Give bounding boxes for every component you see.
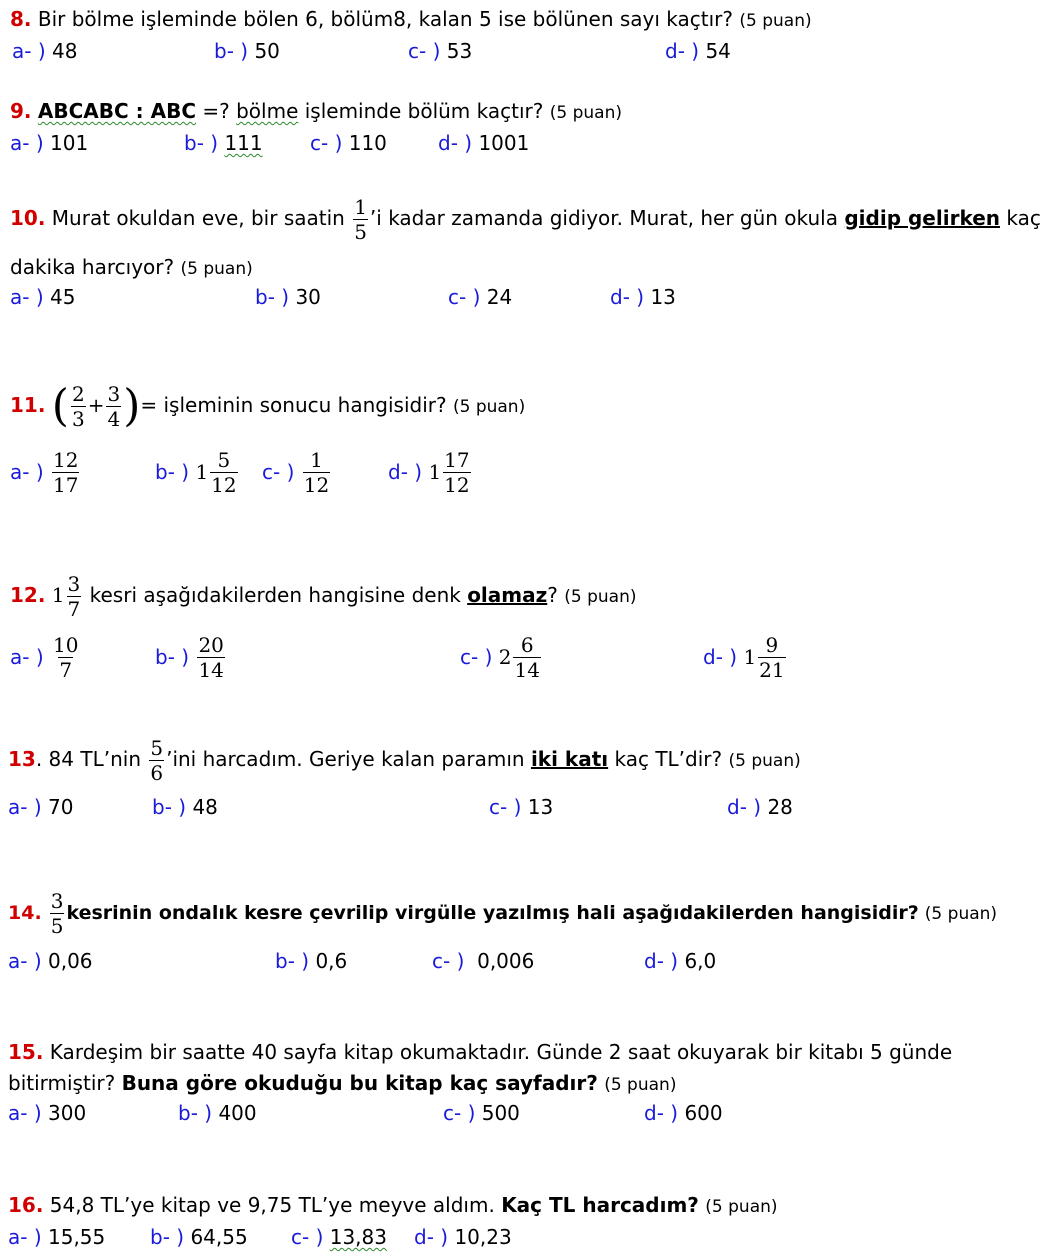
question-text: . 84 TL’nin [35,747,141,771]
option-value: 110 [348,131,387,155]
question-number: 15. [8,1040,44,1064]
option-b[interactable] [150,1225,248,1249]
option-label: c- ) [489,795,522,819]
whole-part: 2 [498,645,512,669]
option-label: a- ) [10,645,44,669]
option-label: d- ) [703,645,738,669]
option-value: 24 [486,285,513,309]
question-text: ’i kadar zamanda gidiyor. Murat, her gün okula [369,206,838,230]
option-c[interactable] [432,949,534,973]
option-b[interactable] [178,1101,257,1125]
option-value: 13 [527,795,554,819]
fraction: $\frac{3}{5}$ [50,889,64,938]
option-label: b- ) [178,1101,213,1125]
question-emphasis: Buna göre okuduğu bu kitap kaç sayfadır? [121,1071,598,1095]
question-number: 8. [10,7,32,31]
question-10 [10,192,1041,244]
option-b[interactable] [155,447,240,497]
question-number: 10. [10,206,46,230]
whole-part: 1 [743,645,757,669]
question-emphasis: olamaz [467,583,548,607]
question-15 [8,1040,952,1064]
question-text: ? [547,583,558,607]
question-10-line2 [10,255,253,281]
option-label: a- ) [8,1225,42,1249]
option-c[interactable] [489,795,553,819]
question-text: bölme [236,99,299,123]
fraction: $\frac{10}{7}$ [53,632,79,682]
option-value: 101 [50,131,89,155]
whole-part: 1 [428,460,442,484]
option-value: 13 [650,285,676,309]
question-number: 14. [8,902,42,924]
option-label: c- ) [291,1225,324,1249]
option-label: d- ) [414,1225,449,1249]
points: (5 puan) [549,103,622,123]
option-label: d- ) [388,460,423,484]
option-a[interactable] [8,795,73,819]
paren-close: ) [123,380,141,432]
option-label: d- ) [644,1101,679,1125]
question-text: 54,8 TL’ye kitap ve 9,75 TL’ye meyve aldım. [49,1193,495,1217]
fraction: $\frac{3}{4}$ [107,382,121,431]
question-text: dakika harcıyor? [10,255,175,279]
option-b[interactable] [214,39,280,63]
option-value: 53 [446,39,473,63]
question-text: Kardeşim bir saatte 40 sayfa kitap okumaktadır. Günde 2 saat okuyarak bir kitabı 5 günde [49,1040,953,1064]
fraction: $\frac{1}{5}$ [354,195,367,244]
question-text: kaç [1006,206,1041,230]
option-d[interactable] [644,949,716,973]
option-label: c- ) [408,39,441,63]
whole-part: 1 [195,460,209,484]
option-b[interactable] [152,795,218,819]
question-number: 13 [8,747,36,771]
option-value: 6,0 [684,949,717,973]
option-a[interactable] [10,285,75,309]
whole-part: 1 [51,583,65,607]
question-emphasis: iki katı [530,747,609,771]
option-b[interactable] [155,632,227,682]
option-label: b- ) [184,131,219,155]
fraction: $\frac{12}{17}$ [53,447,79,497]
option-d[interactable] [414,1225,512,1249]
option-value: 0,006 [477,949,535,973]
paren-open: ( [51,380,69,432]
option-label: b- ) [155,645,190,669]
question-emphasis: Kaç TL harcadım? [501,1193,699,1217]
option-label: b- ) [255,285,290,309]
option-label: c- ) [432,949,465,973]
points: (5 puan) [604,1075,677,1095]
fraction: $\frac{2}{3}$ [71,382,85,431]
option-label: b- ) [152,795,187,819]
question-number: 12. [10,583,46,607]
option-c[interactable] [443,1101,520,1125]
option-label: d- ) [727,795,762,819]
option-a[interactable] [10,131,88,155]
option-label: b- ) [155,460,190,484]
option-label: a- ) [10,285,44,309]
option-label: d- ) [610,285,645,309]
fraction: $\frac{20}{14}$ [198,632,224,682]
option-value: 28 [767,795,793,819]
option-a[interactable] [12,39,77,63]
fraction: $\frac{5}{12}$ [211,447,237,497]
option-value: 10,23 [454,1225,512,1249]
question-expression: ABCABC : ABC [37,99,196,123]
option-d[interactable] [388,447,473,497]
option-a[interactable] [8,1101,86,1125]
option-label: a- ) [8,795,42,819]
option-label: d- ) [644,949,679,973]
points: (5 puan) [728,751,801,771]
points: (5 puan) [452,397,526,417]
option-c[interactable] [460,632,543,682]
option-value: 70 [48,795,74,819]
fraction: $\frac{3}{7}$ [67,572,81,621]
option-value: 111 [224,131,263,155]
option-value: 30 [295,285,321,309]
option-label: c- ) [443,1101,476,1125]
option-value: 300 [48,1101,87,1125]
option-label: c- ) [310,131,343,155]
option-value: 0,6 [315,949,348,973]
fraction: $\frac{6}{14}$ [514,632,540,682]
question-16 [8,1193,778,1219]
option-label: a- ) [10,131,44,155]
option-label: c- ) [448,285,481,309]
option-d[interactable] [703,632,788,682]
option-value: 13,83 [329,1225,387,1249]
option-value: 1001 [478,131,530,155]
option-d[interactable] [644,1101,723,1125]
option-label: a- ) [10,460,44,484]
option-c[interactable] [310,131,387,155]
question-text: ’ini harcadım. Geriye kalan paramın [166,747,525,771]
option-b[interactable] [184,131,263,155]
points: (5 puan) [564,587,637,607]
option-value: 400 [218,1101,257,1125]
points: (5 puan) [739,11,812,31]
question-emphasis: gidip gelirken [844,206,1001,230]
option-label: c- ) [460,645,493,669]
question-text: Bir bölme işleminde bölen 6, bölüm8, kalan 5 ise bölünen sayı kaçtır? [37,7,734,31]
option-value: 54 [705,39,731,63]
option-a[interactable] [10,632,81,682]
plus-sign: + [87,393,105,417]
option-label: a- ) [8,949,42,973]
question-13 [8,733,801,787]
option-value: 64,55 [190,1225,248,1249]
points: (5 puan) [924,904,998,924]
question-text: bitirmiştir? [8,1071,116,1095]
question-15-line2 [8,1071,676,1097]
option-value: 0,06 [48,949,93,973]
option-c[interactable] [408,39,472,63]
question-text: kesri aşağıdakilerden hangisine denk [89,583,461,607]
question-12 [10,569,637,623]
option-b[interactable] [275,949,347,973]
question-number: 16. [8,1193,44,1217]
option-label: b- ) [275,949,310,973]
option-a[interactable] [10,447,81,497]
question-text: = işleminin sonucu hangisidir? [140,393,447,417]
option-label: b- ) [150,1225,185,1249]
option-value: 48 [192,795,218,819]
question-8 [10,7,812,33]
question-text: =? [202,99,230,123]
question-text: işleminde bölüm kaçtır? [304,99,544,123]
question-number: 9. [10,99,32,123]
option-a[interactable] [8,949,93,973]
option-value: 50 [254,39,280,63]
option-d[interactable] [610,285,676,309]
option-label: a- ) [8,1101,42,1125]
option-label: d- ) [665,39,700,63]
question-text: Murat okuldan eve, bir saatin [51,206,345,230]
option-c[interactable] [448,285,512,309]
option-c[interactable] [291,1225,387,1249]
question-text: kesrinin ondalık kesre çevrilip virgülle yazılmış hali aşağıdakilerden hangisidir? [66,902,919,924]
option-label: c- ) [262,460,295,484]
option-d[interactable] [727,795,793,819]
fraction: $\frac{17}{12}$ [444,447,470,497]
option-d[interactable] [438,131,529,155]
option-d[interactable] [665,39,731,63]
option-value: 600 [684,1101,723,1125]
option-c[interactable] [262,447,332,497]
option-label: b- ) [214,39,249,63]
question-9 [10,99,622,125]
question-text: kaç TL’dir? [614,747,723,771]
fraction: $\frac{1}{12}$ [303,447,330,497]
option-a[interactable] [8,1225,105,1249]
option-label: d- ) [438,131,473,155]
points: (5 puan) [180,259,253,279]
question-14 [8,887,997,940]
points: (5 puan) [705,1197,778,1217]
option-b[interactable] [255,285,321,309]
option-value: 48 [52,39,78,63]
option-value: 45 [50,285,76,309]
fraction: $\frac{5}{6}$ [150,736,164,785]
question-number: 11. [10,393,46,417]
option-label: a- ) [12,39,46,63]
question-11 [10,378,525,434]
option-value: 15,55 [48,1225,106,1249]
fraction: $\frac{9}{21}$ [759,632,785,682]
option-value: 500 [481,1101,520,1125]
